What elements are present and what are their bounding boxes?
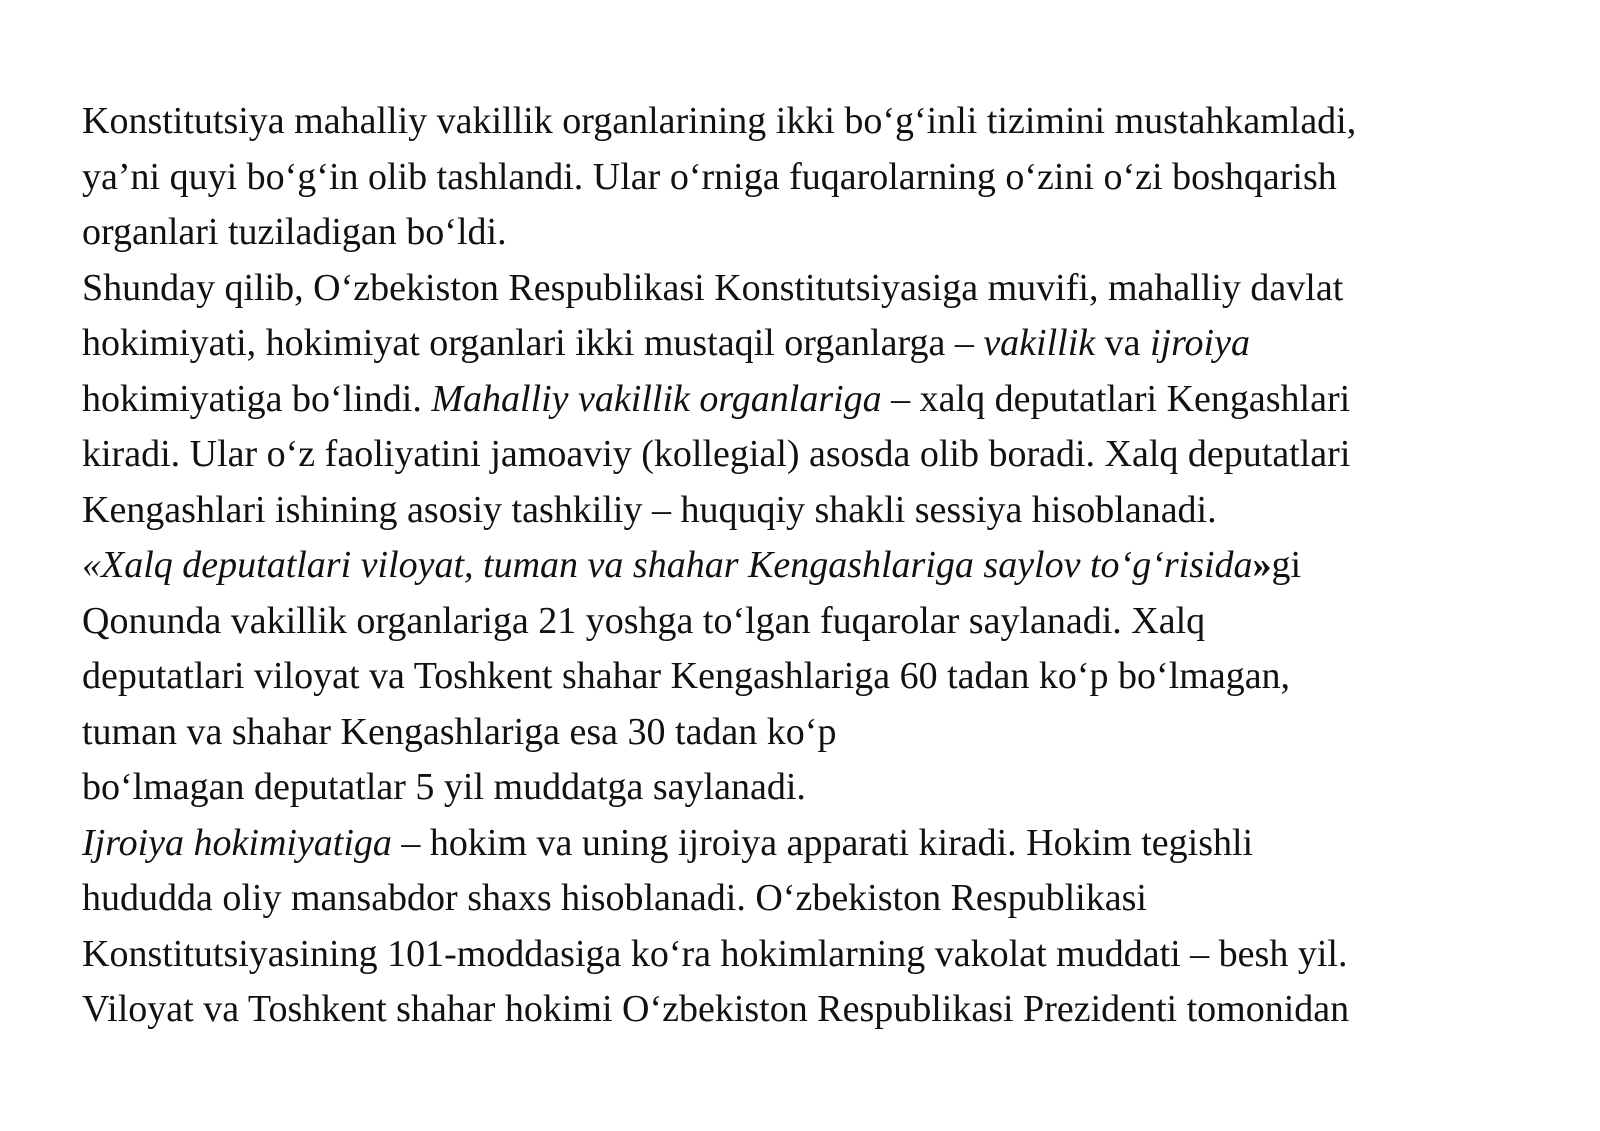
text-segment: – hokim va uning ijroiya apparati kiradi. Hokim tegishli <box>391 821 1254 864</box>
italic-text: Ijroiya hokimiyatiga <box>82 821 392 864</box>
text-line <box>82 150 1572 206</box>
text-segment: hokimiyatiga bo‘lindi. <box>82 377 432 420</box>
italic-text: ijroiya <box>1150 322 1250 364</box>
italic-text: Mahalliy vakillik organlariga <box>431 377 882 420</box>
text-line <box>82 594 1572 650</box>
italic-text: «Xalq deputatlari viloyat, tuman va shahar Kengashlariga saylov to‘g‘risida <box>82 544 1253 586</box>
text-line <box>82 261 1572 317</box>
text-line <box>82 816 1572 872</box>
text-line <box>82 649 1572 705</box>
text-line <box>82 927 1572 983</box>
text-segment: gi <box>1271 544 1302 586</box>
document-body <box>82 94 1572 1038</box>
text-line <box>82 760 1572 816</box>
text-line <box>82 427 1572 483</box>
text-line <box>82 205 1572 261</box>
text-line <box>82 705 1572 761</box>
text-segment: Konstitutsiya mahalliy vakillik organlarining ikki bo‘g‘inli tizimini mustahkamladi, <box>82 100 1357 142</box>
text-segment: deputatlari viloyat va Toshkent shahar Kengashlariga 60 tadan ko‘p bo‘lmagan, <box>82 655 1291 697</box>
text-line <box>82 871 1572 927</box>
text-segment: – xalq deputatlari Kengashlari <box>881 377 1351 420</box>
text-segment: Konstitutsiyasining 101-moddasiga ko‘ra hokimlarning vakolat muddati – besh yil. <box>82 932 1348 975</box>
text-segment: ya’ni quyi bo‘g‘in olib tashlandi. Ular o‘rniga fuqarolarning o‘zini o‘zi boshqarish <box>82 155 1337 198</box>
text-segment: Viloyat va Toshkent shahar hokimi O‘zbekiston Respublikasi Prezidenti tomonidan <box>82 988 1350 1030</box>
text-segment: organlari tuziladigan bo‘ldi. <box>82 211 507 253</box>
bold-text: » <box>1252 544 1272 586</box>
text-line <box>82 982 1572 1038</box>
text-segment: Kengashlari ishining asosiy tashkiliy – huquqiy shakli sessiya hisoblanadi. <box>82 488 1217 531</box>
text-segment: bo‘lmagan deputatlar 5 yil muddatga saylanadi. <box>82 766 806 808</box>
text-line <box>82 316 1572 372</box>
text-line <box>82 372 1572 428</box>
text-segment: hududda oliy mansabdor shaxs hisoblanadi. O‘zbekiston Respublikasi <box>82 877 1147 919</box>
text-line <box>82 483 1572 539</box>
text-line <box>82 538 1572 594</box>
text-segment: va <box>1095 322 1151 364</box>
text-segment: tuman va shahar Kengashlariga esa 30 tadan ko‘p <box>82 710 837 753</box>
text-segment: Qonunda vakillik organlariga 21 yoshga to‘lgan fuqarolar saylanadi. Xalq <box>82 599 1206 642</box>
text-segment: Shunday qilib, O‘zbekiston Respublikasi Konstitutsiyasiga muvifi, mahalliy davlat <box>82 266 1344 309</box>
text-line <box>82 94 1572 150</box>
text-segment: kiradi. Ular o‘z faoliyatini jamoaviy (kollegial) asosda olib boradi. Xalq deputatlari <box>82 433 1351 475</box>
text-segment: hokimiyati, hokimiyat organlari ikki mustaqil organlarga – <box>82 322 984 364</box>
italic-text: vakillik <box>983 322 1096 364</box>
